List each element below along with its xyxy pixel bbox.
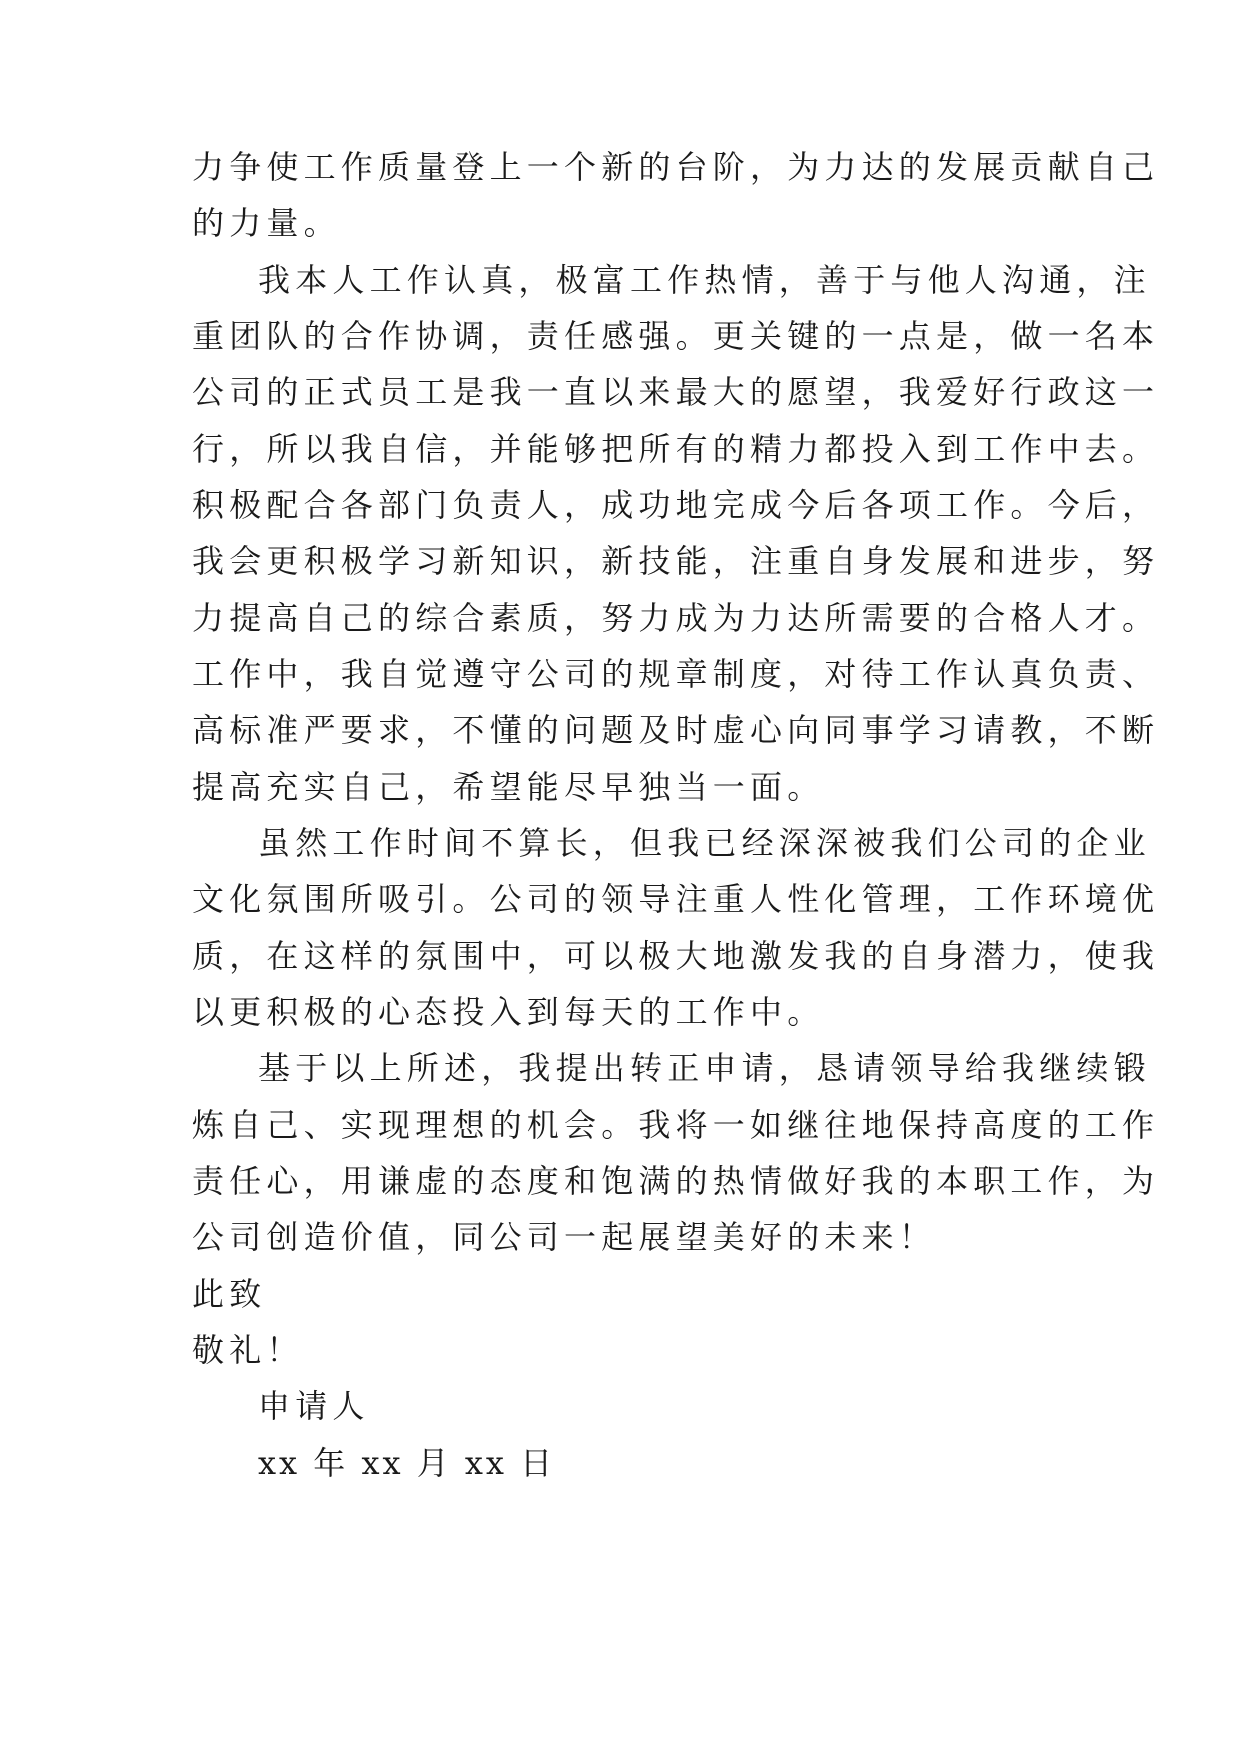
paragraph-line: 公司的正式员工是我一直以来最大的愿望，我爱好行政这一: [192, 373, 1160, 411]
paragraph-line: 以更积极的心态投入到每天的工作中。: [192, 993, 825, 1031]
paragraph-line: 虽然工作时间不算长，但我已经深深被我们公司的企业: [258, 824, 1151, 862]
closing-respect: 敬礼！: [192, 1331, 304, 1369]
paragraph-line: 基于以上所述，我提出转正申请，恳请领导给我继续锻: [258, 1049, 1151, 1087]
paragraph-line: 的力量。: [192, 204, 341, 242]
paragraph-line: 积极配合各部门负责人，成功地完成今后各项工作。今后，: [192, 486, 1160, 524]
applicant-label: 申请人: [258, 1387, 370, 1425]
paragraph-line: 工作中，我自觉遵守公司的规章制度，对待工作认真负责、: [192, 655, 1160, 693]
paragraph-line: 我会更积极学习新知识，新技能，注重自身发展和进步，努: [192, 542, 1160, 580]
paragraph-line: 文化氛围所吸引。公司的领导注重人性化管理，工作环境优: [192, 880, 1160, 918]
paragraph-line: 质，在这样的氛围中，可以极大地激发我的自身潜力，使我: [192, 937, 1160, 975]
paragraph-line: 行，所以我自信，并能够把所有的精力都投入到工作中去。: [192, 430, 1160, 468]
paragraph-line: 提高充实自己，希望能尽早独当一面。: [192, 768, 825, 806]
paragraph-line: 我本人工作认真，极富工作热情，善于与他人沟通，注: [258, 261, 1151, 299]
paragraph-line: 力争使工作质量登上一个新的台阶，为力达的发展贡献自己: [192, 148, 1160, 186]
paragraph-line: 力提高自己的综合素质，努力成为力达所需要的合格人才。: [192, 599, 1160, 637]
paragraph-line: 重团队的合作协调，责任感强。更关键的一点是，做一名本: [192, 317, 1160, 355]
closing-salutation: 此致: [192, 1275, 267, 1313]
paragraph-line: 炼自己、实现理想的机会。我将一如继往地保持高度的工作: [192, 1106, 1160, 1144]
paragraph-line: 责任心，用谦虚的态度和饱满的热情做好我的本职工作，为: [192, 1162, 1160, 1200]
date-line: xx 年 xx 月 xx 日: [258, 1444, 556, 1482]
paragraph-line: 高标准严要求，不懂的问题及时虚心向同事学习请教，不断: [192, 711, 1160, 749]
paragraph-line: 公司创造价值，同公司一起展望美好的未来！: [192, 1218, 937, 1256]
